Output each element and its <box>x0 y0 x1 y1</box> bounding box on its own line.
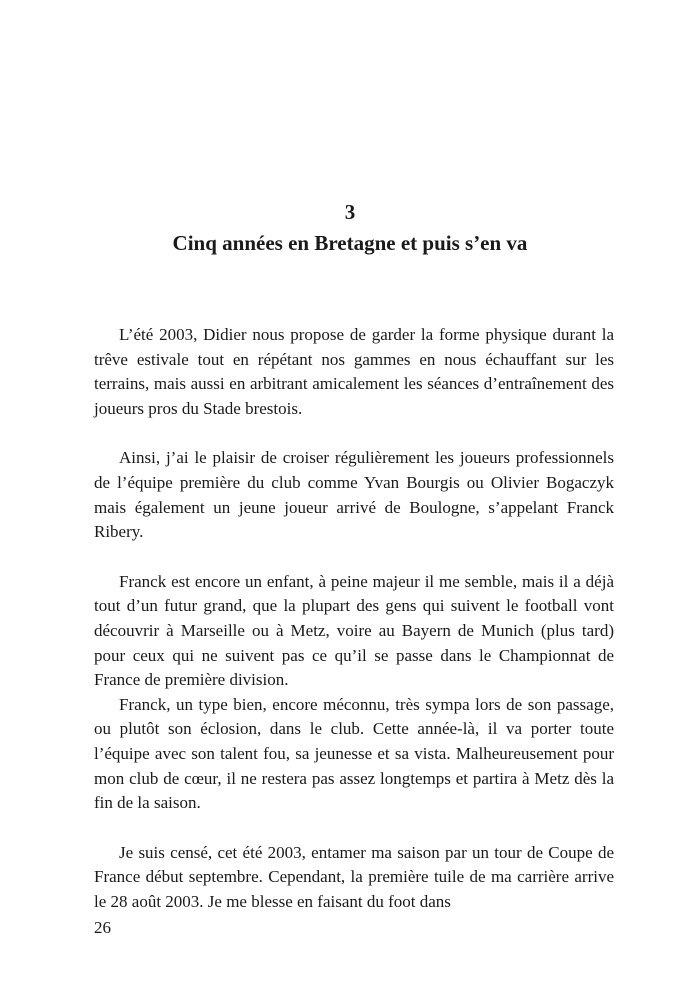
paragraph: Je suis censé, cet été 2003, entamer ma saison par un tour de Coupe de France début septembre. Cependant, la première tuile de ma carrière arrive le 28 août 2003. Je me blesse en faisant du foot dans <box>94 842 614 911</box>
chapter-title: Cinq années en Bretagne et puis s’en va <box>172 231 528 255</box>
paragraph: Ainsi, j’ai le plaisir de croiser régulièrement les joueurs professionnels de l’équipe première du club comme Yvan Bourgis ou Olivier Bogaczyk mais également un jeune joueur arrivé de Boulogne, s’appelant Franck Ribery. <box>94 448 614 542</box>
paragraph: Franck, un type bien, encore méconnu, très sympa lors de son passage, ou plutôt son éclosion, dans le club. Cette année-là, il va porter toute l’équipe avec son talent fou, sa jeunesse et sa vista. Malheureusement pour mon club de cœur, il ne restera pas assez longtemps et partira à Metz dès la fin de la saison. <box>94 694 614 813</box>
paragraph: L’été 2003, Didier nous propose de garder la forme physique durant la trêve estivale tout en répétant nos gammes en nous échauffant sur les terrains, mais aussi en arbitrant amicalement les séances d’entraînement des joueurs pros du Stade brestois. <box>94 325 614 418</box>
page-number: 26 <box>94 918 111 937</box>
paragraph: Franck est encore un enfant, à peine majeur il me semble, mais il a déjà tout d’un futur grand, que la plupart des gens qui suivent le football vont découvrir à Marseille ou à Metz, voire au Bayern de Munich (plus tard) pour ceux qui ne suivent pas ce qu’il se passe dans le Championnat de France de première division. <box>94 571 614 690</box>
body-text <box>94 323 614 914</box>
chapter-number: 3 <box>344 200 356 224</box>
